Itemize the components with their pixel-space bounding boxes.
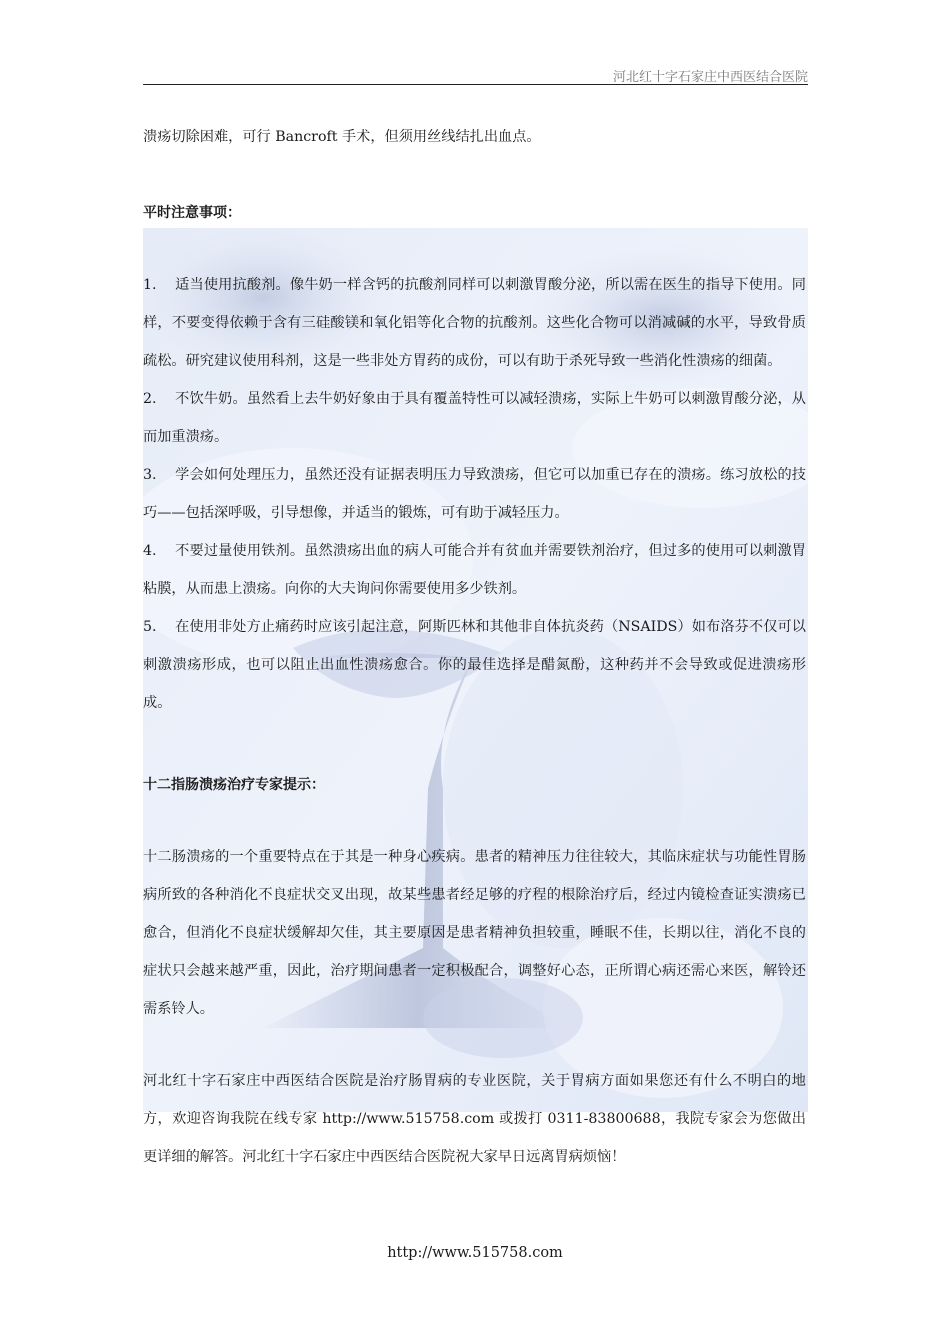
expert-tips-paragraph: 十二肠溃疡的一个重要特点在于其是一种身心疾病。患者的精神压力往往较大，其临床症状与功能性胃肠病所致的各种消化不良症状交叉出现，故某些患者经足够的疗程的根除治疗后，经过内镜检查证实溃疡已愈合，但消化不良症状缓解却欠佳，其主要原因是患者精神负担较重，睡眠不佳，长期以往，消化不良的症状只会越来越严重，因此，治疗期间患者一定积极配合，调整好心态，正所谓心病还需心来医，解铃还需系铃人。 [143, 849, 806, 1017]
item-number: 5. [143, 619, 157, 635]
list-item [143, 380, 806, 456]
document-body [143, 118, 806, 1176]
section-heading-expert-tips: 十二指肠溃疡治疗专家提示： [143, 777, 325, 793]
closing-paragraph: 河北红十字石家庄中西医结合医院是治疗肠胃病的专业医院，关于胃病方面如果您还有什么不明白的地方，欢迎咨询我院在线专家 http://www.515758.com 或拨打 0311-83800688，我院专家会为您做出更详细的解答。河北红十字石家庄中西医结合医院祝大家早日远离胃病烦恼！ [143, 1073, 806, 1165]
list-item [143, 266, 806, 380]
page-header [143, 62, 808, 85]
item-number: 4. [143, 543, 157, 559]
page-footer [0, 1245, 950, 1261]
item-number: 1. [143, 277, 157, 293]
header-title: 河北红十字石家庄中西医结合医院 [612, 70, 808, 85]
section-heading-precautions: 平时注意事项： [143, 205, 241, 221]
item-text: 适当使用抗酸剂。像牛奶一样含钙的抗酸剂同样可以刺激胃酸分泌，所以需在医生的指导下使用。同样，不要变得依赖于含有三硅酸镁和氧化铝等化合物的抗酸剂。这些化合物可以消减碱的水平，导致骨质疏松。研究建议使用科剂，这是一些非处方胃药的成份，可以有助于杀死导致一些消化性溃疡的细菌。 [143, 277, 806, 369]
item-number: 3. [143, 467, 157, 483]
item-text: 学会如何处理压力，虽然还没有证据表明压力导致溃疡，但它可以加重已存在的溃疡。练习放松的技巧——包括深呼吸，引导想像，并适当的锻炼，可有助于减轻压力。 [143, 467, 806, 521]
item-number: 2. [143, 391, 157, 407]
intro-paragraph: 溃疡切除困难，可行 Bancroft 手术，但须用丝线结扎出血点。 [143, 129, 541, 145]
list-item [143, 608, 806, 722]
list-item [143, 456, 806, 532]
list-item [143, 532, 806, 608]
item-text: 不饮牛奶。虽然看上去牛奶好象由于具有覆盖特性可以减轻溃疡，实际上牛奶可以刺激胃酸分泌，从而加重溃疡。 [143, 391, 806, 445]
item-text: 在使用非处方止痛药时应该引起注意，阿斯匹林和其他非自体抗炎药（NSAIDS）如布洛芬不仅可以刺激溃疡形成，也可以阻止出血性溃疡愈合。你的最佳选择是醋氮酚，这种药并不会导致或促进溃疡形成。 [143, 619, 806, 711]
item-text: 不要过量使用铁剂。虽然溃疡出血的病人可能合并有贫血并需要铁剂治疗，但过多的使用可以刺激胃粘膜，从而患上溃疡。向你的大夫询问你需要使用多少铁剂。 [143, 543, 806, 597]
footer-url: http://www.515758.com [387, 1245, 563, 1261]
